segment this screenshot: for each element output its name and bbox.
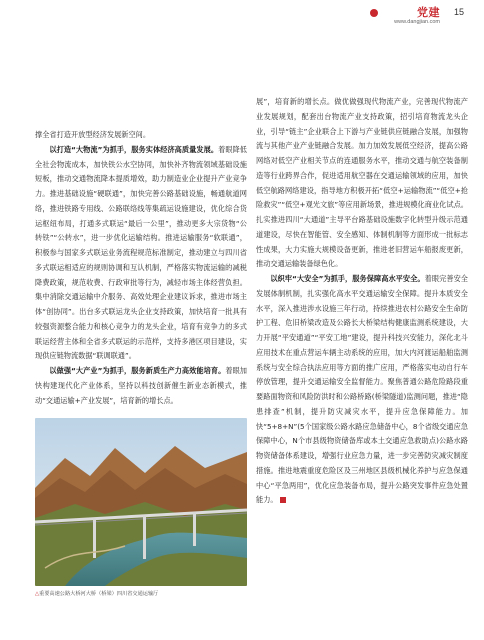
page-number: 15 [453, 7, 464, 17]
paragraph [256, 272, 468, 508]
left-text-column [35, 128, 247, 410]
section-body: 着眼完善安全发展体制机制，扎实强化高水平交通运输安全保障。提升本质安全水平，深入推进涉水设施三年行动，持续推进农村公路安全生命防护工程、危旧桥梁改造及公路长大桥梁结构健康监测系统建设，大力开展“平安通道”“平安工地”建设，提升科技兴安能力，深化北斗应用技术在重点营运车辆主动系统的应用，加大内河渡运船舶监测系统与安全综合执法应用等方面的推广应用，严格落实电动自行车停放管理，提升交通运输安全监督能力。聚焦普通公路危险路段重要路面物资和风险防洪时和公路桥路(桥梁隧道)监测问题，推进“隐患排查”机制，提升防灾减灾水平，提升应急保障能力。加快“5+8+N”(5个国家级公路水路应急储备中心，8个省级交通应急保障中心，N个市县级物资储备库或本土交通应急救助点)公路水路物资储备体系建设，增强行业应急力量，进一步完善防灾减灾制度措施。推进地震重度危险区及三州地区县级机械化养护与应急保通中心“平急两用”，优化应急装备布局，提升公路突发事件应急处置能力。 [256, 274, 468, 505]
paragraph [35, 143, 247, 364]
section-lead: 以打造“大物流”为抓手，服务实体经济高质量发展。 [49, 144, 219, 154]
magazine-brand [394, 6, 440, 26]
section-lead: 以做强“大产业”为抓手，服务新质生产力高效能培育。 [49, 366, 226, 375]
bridge-photo [35, 418, 247, 586]
section-body: 着眼降低全社会物流成本，加快铁公水空协同，加快补齐物流领域基础设施短板，推动交通物流降本提质增效，助力制造业企业提升产业竞争力。推进基础设施“硬联通”，加快完善公路基础设施，畅通航道网络，推进铁路专用线、公路联络线等集疏运设施建设，优化综合货运枢纽布局，打通多式联运“最后一公里”，推动更多大宗货物“公转铁”“公转水”，进一步优化运输结构。推进运输服务“软联通”，积极参与国家多式联运业务流程规范标准制定，推动建立与四川省多式联运相适应的规则协调和互认机制，严格落实物流运输的减税降费政策，规范收费、行政审批等行为，减轻市场主体经营负担。集中消除交通运输中介服务、高效处理企业建议诉求，推进市场主体“创协同”。出台多式联运龙头企业支持政策，加快培育一批具有较强资源整合能力和核心竞争力的龙头企业，培育有竞争力的多式联运经营主体和全省多式联运的示范样，支持多港区项目建设，实现供应链物流数据“联调联通”。 [35, 144, 247, 361]
caption-text: 重要高速公路大桥河大桥（桥梁）四川省交通运输厅 [39, 591, 159, 597]
paragraph: 展”，培育新的增长点。做优做强现代物流产业，完善现代物流产业发展规划，配套出台物流产业支持政策，招引培育物流龙头企业，引导“链主”企业联合上下游与产业链供应链融合发展，加强物流与其他产业产业链融合发展。加力加效发展低空经济，提高公路网络对低空产业相关节点的连通服务水平，推动交通与航空装备制造等行业跨界合作，促进适用航空器在交通运输领域的应用，加快低空航路网络建设，指导地方积极开拓“低空+运输物流”“低空+抢险救灾”“低空+观光文旅”等应用新场景，推进规模化商业化试点。扎实推进四川“大通道”主导平台路基础设施数字化转型升级示范通道建设，尽快在智能管、安全感知、体制机制等方面形成一批标志性成果，大力实施大规模设备更新，推进老旧营运车船报废更新，推动交通运输装备绿色化。 [256, 97, 468, 269]
caption-marker: △ [35, 591, 39, 597]
section-body: 着眼加快构建现代化产业体系，坚持以科技创新催生新业态新模式，推动“交通运输+产业发展”，培育新的增长点。 [35, 366, 247, 405]
paragraph: 撑全省打造开放型经济发展新空间。 [35, 130, 151, 139]
section-lead: 以织牢“大安全”为抓手，服务保障高水平安全。 [270, 274, 425, 283]
article-end-icon [280, 497, 286, 503]
brand-name: 党建 [417, 6, 440, 19]
right-text-column [256, 95, 468, 625]
brand-url: www.dangjian.com [394, 19, 440, 25]
page-header [0, 0, 484, 34]
photo-caption [35, 590, 247, 598]
party-emblem-icon [370, 9, 378, 17]
paragraph [35, 364, 247, 408]
